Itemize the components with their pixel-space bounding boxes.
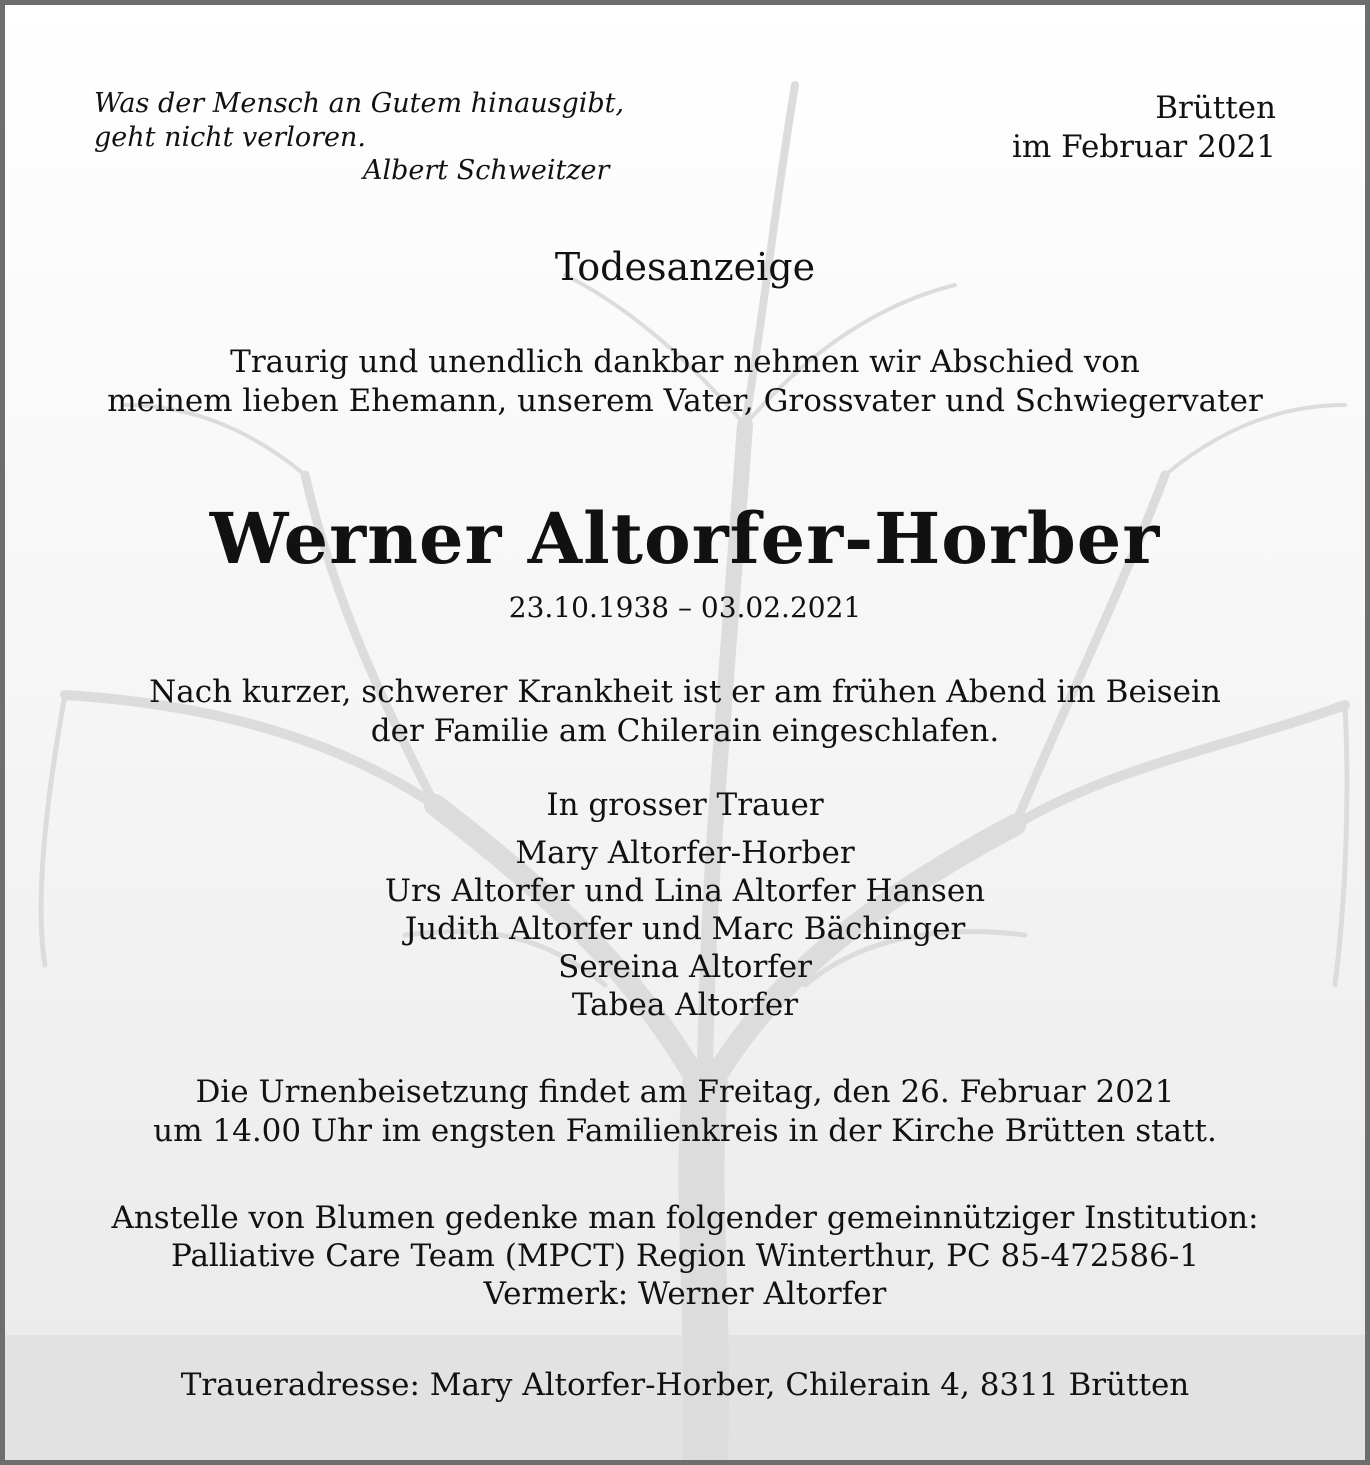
quote-line: geht nicht verloren.: [94, 122, 366, 153]
circumstance-line: der Familie am Chilerain eingeschlafen.: [370, 713, 1000, 749]
intro-text: [5, 343, 1365, 421]
circumstance-line: Nach kurzer, schwerer Krankheit ist er am frühen Abend im Beisein: [149, 674, 1221, 710]
quote-author: Albert Schweitzer: [363, 155, 610, 186]
mourner-name: Mary Altorfer-Horber: [515, 835, 855, 871]
intro-line: meinem lieben Ehemann, unserem Vater, Grossvater und Schwiegervater: [107, 383, 1263, 419]
donation-line: Palliative Care Team (MPCT) Region Winterthur, PC 85-472586-1: [170, 1238, 1199, 1274]
notice-heading: Todesanzeige: [554, 245, 816, 289]
life-dates: 23.10.1938 – 03.02.2021: [508, 591, 862, 624]
date: im Februar 2021: [1012, 129, 1276, 165]
ceremony-line: um 14.00 Uhr im engsten Familienkreis in der Kirche Brütten statt.: [153, 1113, 1217, 1149]
ceremony-text: [5, 1073, 1365, 1151]
mourners-label: In grosser Trauer: [546, 787, 824, 823]
mourner-name: Judith Altorfer und Marc Bächinger: [404, 911, 966, 947]
mourner-name: Sereina Altorfer: [558, 949, 812, 985]
mourning-address: Traueradresse: Mary Altorfer-Horber, Chilerain 4, 8311 Brütten: [180, 1367, 1190, 1403]
mourners-list: [5, 834, 1365, 1024]
mourner-name: Tabea Altorfer: [571, 987, 799, 1023]
place: Brütten: [1155, 90, 1276, 126]
place-and-date: [1012, 89, 1276, 167]
notice-text: [5, 5, 1365, 1460]
circumstance-text: [5, 673, 1365, 751]
deceased-name: Werner Altorfer-Horber: [209, 497, 1161, 580]
mourner-name: Urs Altorfer und Lina Altorfer Hansen: [384, 873, 986, 909]
donation-text: [5, 1199, 1365, 1313]
intro-line: Traurig und unendlich dankbar nehmen wir Abschied von: [230, 344, 1140, 380]
quote-line: Was der Mensch an Gutem hinausgibt,: [94, 88, 625, 119]
quote: [94, 87, 624, 155]
donation-line: Anstelle von Blumen gedenke man folgender gemeinnütziger Institution:: [111, 1200, 1259, 1236]
donation-line: Vermerk: Werner Altorfer: [483, 1276, 887, 1312]
ceremony-line: Die Urnenbeisetzung findet am Freitag, den 26. Februar 2021: [195, 1074, 1175, 1110]
